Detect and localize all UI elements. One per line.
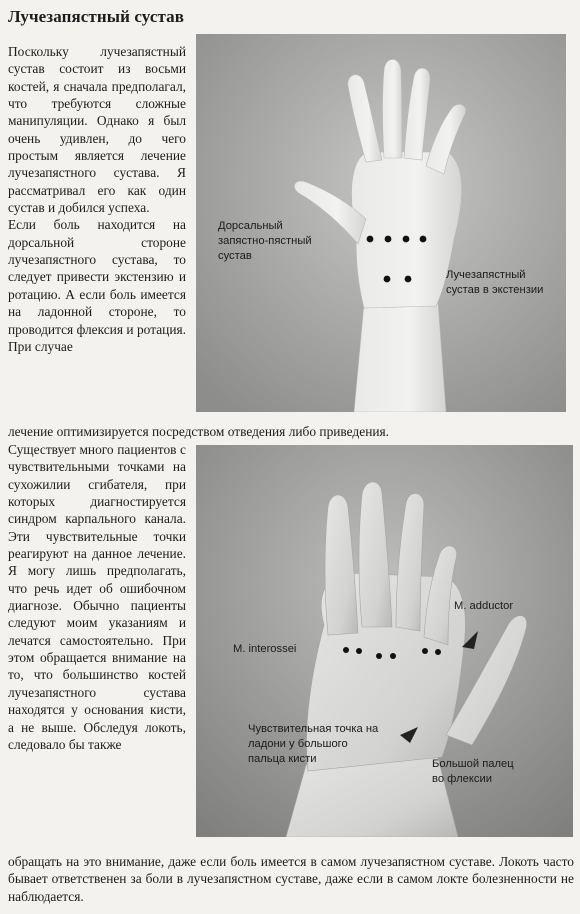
label-m-interossei: M. interossei [233,643,297,655]
point-marker [356,648,362,654]
photo-palmar-hand [196,445,573,837]
paragraph: Существует много пациентов с чувствительными точками на сухожилии сгибателя, при которых диагностируется синдром карпального канала. Эти чувствительные точки реагируют на данное лечение. Я могу лишь предполагать, что речь идет об ошибочном диагнозе. Обычно пациенты следуют моим указаниям и лечатся самостоятельно. При этом обращается внимание на то, что большинство костей лучезапястного сустава находятся у основания кисти, а не выше. Обследуя локоть, следовало бы также [8,442,186,752]
point-marker [343,647,349,653]
point-marker [420,236,427,243]
text-column-lower [8,441,186,753]
text-column-upper [8,43,186,355]
point-marker [384,276,391,283]
label-m-adductor: M. adductor [454,600,514,612]
point-marker [403,236,410,243]
point-marker [422,648,428,654]
label-dorsal-cmc-joint: Дорсальный запястно-пястный сустав [218,220,312,262]
point-marker [390,653,396,659]
point-marker [367,236,374,243]
photo-dorsal-hand [196,34,566,412]
point-marker [405,276,412,283]
label-wrist-extension: Лучезапястный сустав в экстензии [446,269,544,296]
label-thumb-flexion: Большой палец во флексии [432,758,514,785]
paragraph: Поскольку лучезапястный сустав состоит из восьми костей, я сначала предполагал, что требуются сложные манипуляции. Однако я был очень удивлен, до чего простым является лечение лучезапястного сустава. Я рассматривал его как один сустав и добился успеха. [8,44,186,216]
paragraph: Если боль находится на дорсальной стороне лучезапястного сустава, то следует привести экстензию и ротацию. А если боль имеется на ладонной стороне, то проводится флексия и ротация. При случае [8,217,186,354]
paragraph-continuation: лечение оптимизируется посредством отведения либо приведения. [8,424,390,439]
point-marker [385,236,392,243]
label-sensitive-point: Чувствительная точка на ладони у большого пальца кисти [248,723,379,765]
point-marker [435,649,441,655]
point-marker [376,653,382,659]
section-title: Лучезапястный сустав [8,7,185,26]
paragraph-continuation: обращать на это внимание, даже если боль имеется в самом лучезапястном суставе. Локоть часто бывает ответственен за боли в лучезапястном суставе, даже если в самом локте болезненности не наблюдается. [8,854,574,904]
